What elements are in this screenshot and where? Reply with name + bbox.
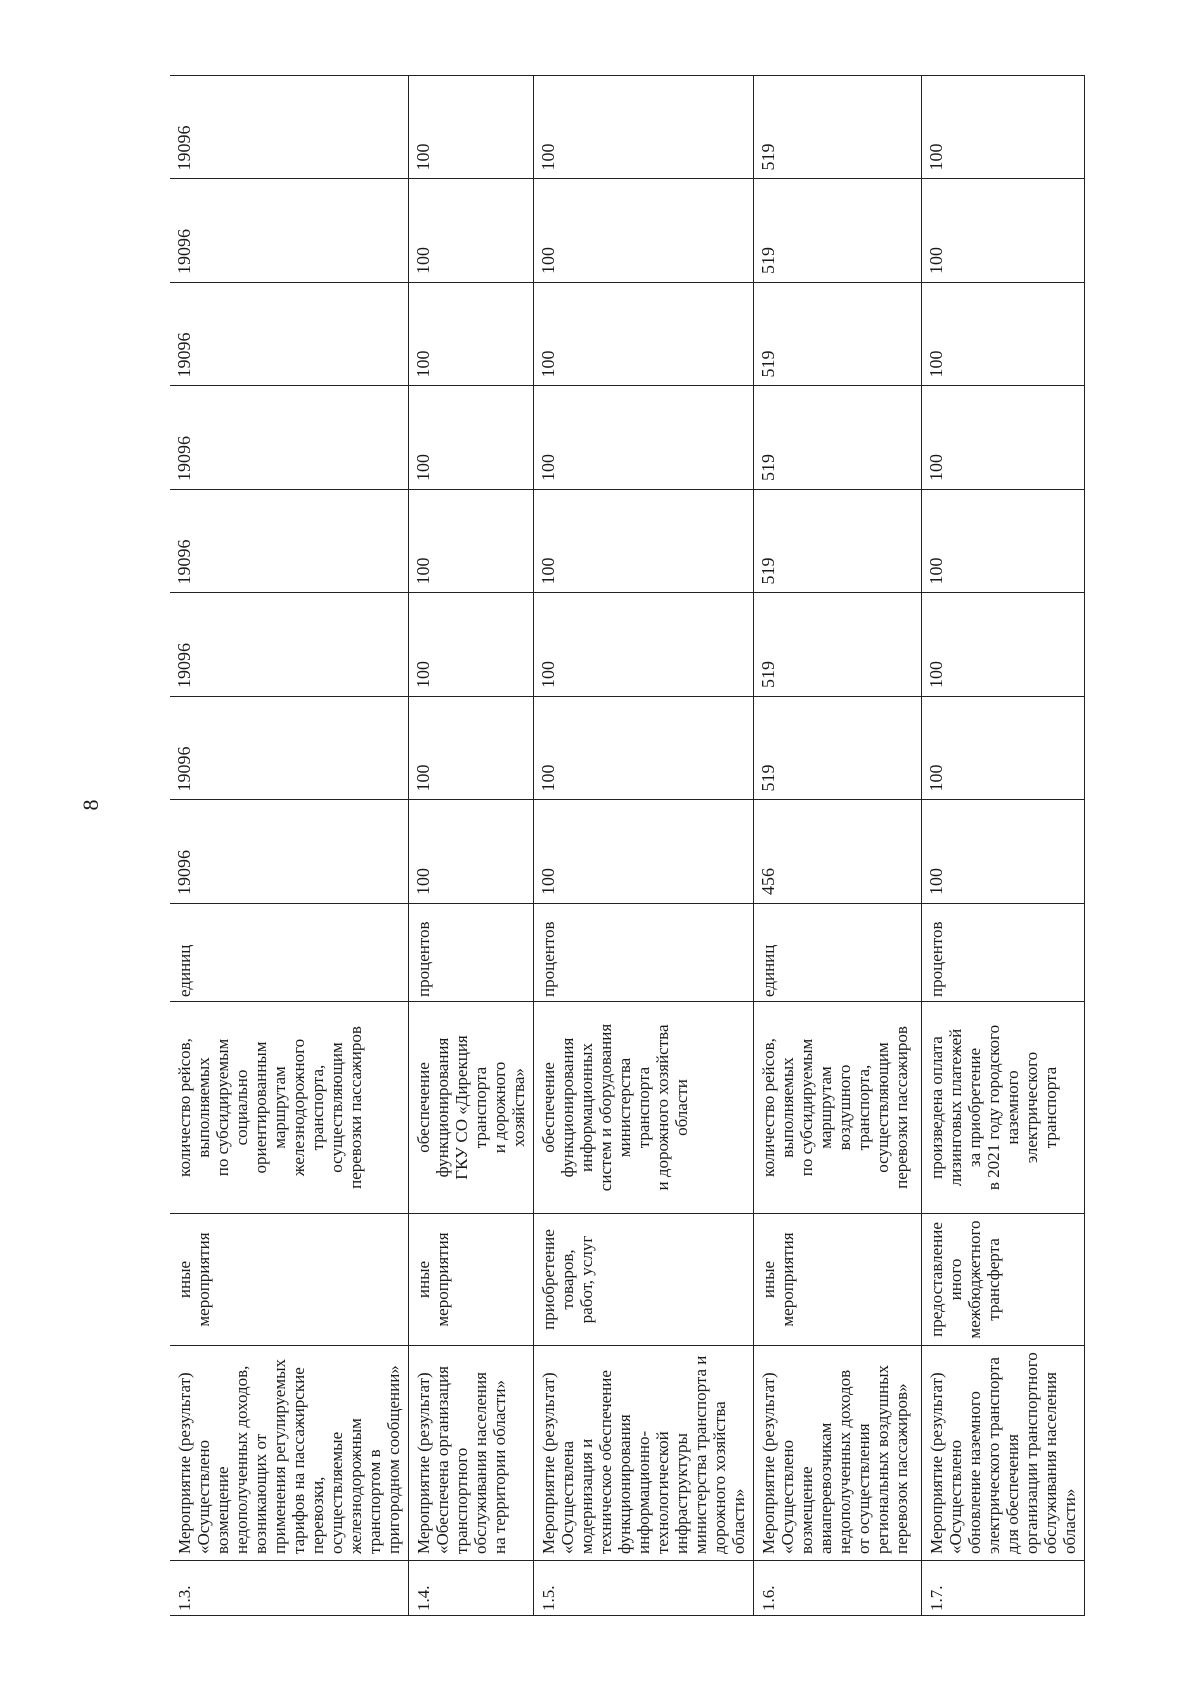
value-cell: 19096	[170, 76, 409, 180]
event-type-cell: иные мероприятия	[754, 1214, 922, 1346]
event-type-cell: иные мероприятия	[409, 1214, 534, 1346]
indicator-cell: количество рейсов, выполняемых по субсидируемым маршрутам воздушного транспорта, осуществляющим перевозки пассажиров	[754, 1002, 922, 1214]
value-cell: 100	[534, 593, 754, 697]
event-text: Мероприятие (результат) «Осуществлена модернизация и техническое обеспечение функционирования информационно-технологической инфраструктуры министерства транспорта и дорожного хозяйства области»	[539, 1355, 748, 1554]
value-cell: 100	[409, 800, 534, 904]
event-cell	[754, 1346, 922, 1561]
value-cell: 19096	[170, 593, 409, 697]
event-type-cell: приобретение товаров, работ, услуг	[534, 1214, 754, 1346]
indicator-cell: произведена оплата лизинговых платежей за приобретение в 2021 году городского наземного электрического транспорта	[922, 1002, 1085, 1214]
value-cell: 519	[754, 76, 922, 180]
value-cell: 100	[409, 283, 534, 387]
value-cell: 100	[409, 386, 534, 490]
value-cell: 19096	[170, 283, 409, 387]
value-cell: 100	[409, 179, 534, 283]
unit-cell: процентов	[409, 904, 534, 1002]
indicator-cell: обеспечение функционирования ГКУ СО «Дирекция транспорта и дорожного хозяйства»	[409, 1002, 534, 1214]
value-cell: 100	[409, 76, 534, 180]
value-cell: 19096	[170, 179, 409, 283]
event-cell	[170, 1346, 409, 1561]
value-cell: 100	[922, 697, 1085, 801]
row-number: 1.4.	[409, 1561, 534, 1616]
value-cell: 100	[922, 283, 1085, 387]
row-number: 1.3.	[170, 1561, 409, 1616]
value-cell: 100	[534, 386, 754, 490]
value-cell: 100	[534, 697, 754, 801]
row-number: 1.6.	[754, 1561, 922, 1616]
value-cell: 456	[754, 800, 922, 904]
event-text: Мероприятие (результат) «Осуществлено возмещение авиаперевозчикам недополученных доходов от осуществления региональных воздушных перевозок пассажиров»	[759, 1365, 911, 1554]
unit-cell: единиц	[170, 904, 409, 1002]
event-cell	[409, 1346, 534, 1561]
value-cell: 100	[922, 76, 1085, 180]
rotated-table-container	[170, 76, 1079, 1616]
value-cell: 100	[922, 593, 1085, 697]
value-cell: 519	[754, 386, 922, 490]
event-type-cell: иные мероприятия	[170, 1214, 409, 1346]
value-cell: 100	[922, 490, 1085, 594]
value-cell: 100	[534, 283, 754, 387]
value-cell: 100	[922, 386, 1085, 490]
indicator-cell: обеспечение функционирования информационных систем и оборудования министерства транспорта и дорожного хозяйства области	[534, 1002, 754, 1214]
table-row	[922, 76, 1085, 1616]
unit-cell: процентов	[534, 904, 754, 1002]
value-cell: 519	[754, 490, 922, 594]
measures-table	[170, 75, 1085, 1616]
value-cell: 19096	[170, 697, 409, 801]
value-cell: 100	[534, 490, 754, 594]
event-text: Мероприятие (результат) «Осуществлено обновление наземного электрического транспорта для обеспечения организации транспортного обслуживания населения области»	[927, 1352, 1079, 1554]
table-row	[534, 76, 754, 1616]
value-cell: 100	[922, 800, 1085, 904]
event-cell	[922, 1346, 1085, 1561]
value-cell: 100	[534, 800, 754, 904]
unit-cell: процентов	[922, 904, 1085, 1002]
page-number: 8	[78, 799, 103, 811]
indicator-cell: количество рейсов, выполняемых по субсидируемым социально ориентированным маршрутам железнодорожного транспорта, осуществляющим перевозки пассажиров	[170, 1002, 409, 1214]
value-cell: 519	[754, 697, 922, 801]
event-cell	[534, 1346, 754, 1561]
value-cell: 519	[754, 179, 922, 283]
event-text: Мероприятие (результат) «Осуществлено возмещение недополученных доходов, возникающих от применения регулируемых тарифов на пассажирские перевозки, осуществляемые железнодорожным транспортом в пригородном сообщении»	[175, 1358, 403, 1554]
event-text: Мероприятие (результат) «Обеспечена организация транспортного обслуживания населения на территории области»	[414, 1366, 509, 1554]
unit-cell: единиц	[754, 904, 922, 1002]
value-cell: 519	[754, 593, 922, 697]
table-row	[754, 76, 922, 1616]
row-number: 1.5.	[534, 1561, 754, 1616]
value-cell: 100	[409, 490, 534, 594]
value-cell: 519	[754, 283, 922, 387]
value-cell: 100	[534, 179, 754, 283]
table-row	[409, 76, 534, 1616]
value-cell: 19096	[170, 386, 409, 490]
value-cell: 100	[409, 697, 534, 801]
value-cell: 100	[922, 179, 1085, 283]
table-row	[170, 76, 409, 1616]
value-cell: 100	[409, 593, 534, 697]
row-number: 1.7.	[922, 1561, 1085, 1616]
event-type-cell: предоставление иного межбюджетного трансферта	[922, 1214, 1085, 1346]
value-cell: 100	[534, 76, 754, 180]
value-cell: 19096	[170, 490, 409, 594]
value-cell: 19096	[170, 800, 409, 904]
